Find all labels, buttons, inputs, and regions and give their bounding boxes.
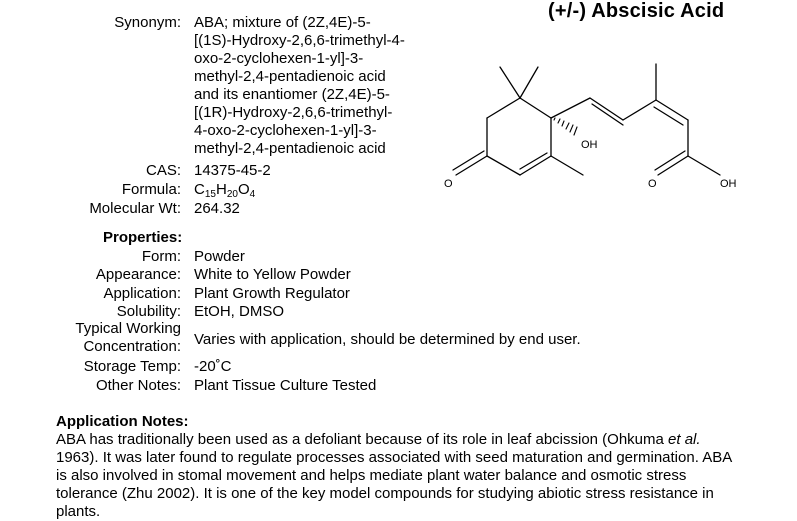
product-title: (+/-) Abscisic Acid	[548, 0, 725, 22]
storage-temp-value: -20˚C	[194, 358, 232, 375]
formula-o: O	[237, 181, 250, 198]
storage-temp-label: Storage Temp:	[83, 358, 181, 375]
typical-working-concentration-label: Typical Working Concentration:	[75, 320, 181, 355]
other-notes-value: Plant Tissue Culture Tested	[194, 377, 377, 394]
hashed-wedge-oh	[554, 118, 577, 135]
application-label: Application:	[103, 285, 181, 302]
chain-double-bond	[592, 104, 623, 125]
application-notes-text-1: ABA has traditionally been used as a defoliant because of its role in leaf abcission (Ohkuma	[56, 431, 669, 448]
hydroxyl-label: OH	[581, 139, 598, 151]
methyl-bond	[520, 67, 538, 98]
mw-label: Molecular Wt:	[89, 200, 181, 217]
application-notes-text-2: 1963). It was later found to regulate processes associated with seed maturation and germination. ABA is also involved in stomal movement and helps mediate plant water balance and osmotic stress tolerance (Zhu 2002). It is one of the key model compounds for studying abiotic stress resistance in plants.	[56, 449, 732, 520]
formula-o-count: 4	[249, 189, 256, 200]
acid-oh-bond	[688, 156, 720, 175]
form-label: Form:	[141, 248, 181, 265]
typical-working-concentration-value: Varies with application, should be determined by end user.	[194, 331, 581, 348]
methyl-bond	[551, 156, 583, 175]
ring-bond	[487, 156, 520, 175]
ketone-oxygen-label: O	[444, 178, 453, 190]
other-notes-label: Other Notes:	[95, 377, 181, 394]
form-value: Powder	[194, 248, 245, 265]
appearance-value: White to Yellow Powder	[194, 266, 351, 283]
ring-bond	[487, 98, 520, 118]
chain-bond	[656, 100, 688, 120]
formula-value	[194, 181, 255, 199]
methyl-bond	[500, 67, 520, 98]
chain-bond	[623, 100, 656, 120]
acid-hydroxyl-label: OH	[720, 178, 737, 190]
solubility-value: EtOH, DMSO	[194, 303, 285, 320]
formula-c-count: 15	[204, 189, 216, 200]
chain-bond	[590, 98, 623, 120]
application-notes-et-al: et al.	[668, 431, 701, 448]
appearance-label: Appearance:	[95, 266, 181, 283]
formula-h: H	[215, 181, 227, 198]
cas-value: 14375-45-2	[194, 162, 271, 179]
ring-bond	[520, 98, 551, 118]
application-notes-heading: Application Notes:	[56, 413, 189, 430]
formula-c: C	[194, 181, 205, 198]
chain-double-bond	[654, 107, 683, 125]
formula-label: Formula:	[121, 181, 181, 198]
cas-label: CAS:	[145, 162, 181, 179]
solubility-label: Solubility:	[116, 303, 181, 320]
acid-oxygen-label: O	[648, 178, 657, 190]
synonym-label: Synonym:	[114, 14, 181, 31]
properties-heading: Properties:	[103, 229, 183, 246]
formula-h-count: 20	[226, 189, 238, 200]
application-value: Plant Growth Regulator	[194, 285, 350, 302]
application-notes-body	[56, 431, 736, 521]
chemical-structure-diagram	[430, 50, 760, 210]
chain-bond	[551, 98, 590, 118]
synonym-value: ABA; mixture of (2Z,4E)-5- [(1S)-Hydroxy-2,6,6-trimethyl-4- oxo-2-cyclohexen-1-yl]-3- methyl-2,4-pentadienoic acid and its enantiomer (2Z,4E)-5- [(1R)-Hydroxy-2,6,6-trimethyl- 4-oxo-2-cyclohexen-1-yl]-3- methyl-2,4-pentadienoic acid	[194, 14, 405, 157]
mw-value: 264.32	[194, 200, 240, 217]
